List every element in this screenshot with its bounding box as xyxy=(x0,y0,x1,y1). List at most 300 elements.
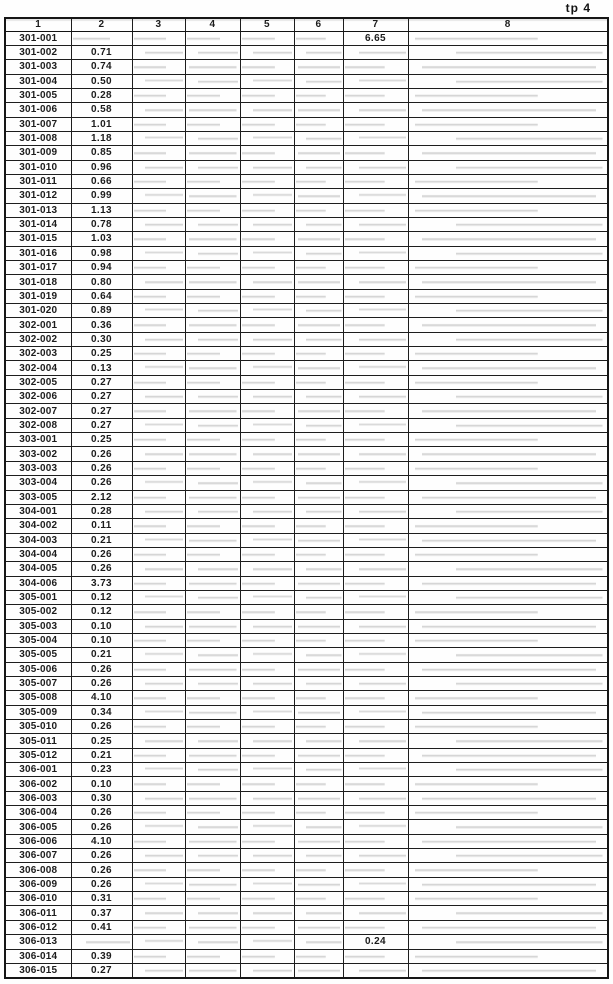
value-cell xyxy=(240,275,294,289)
value-cell xyxy=(185,332,240,346)
value-cell xyxy=(132,863,185,877)
row-id-cell: 302-001 xyxy=(5,318,71,332)
value-cell xyxy=(408,261,608,275)
value-cell xyxy=(240,361,294,375)
value-cell xyxy=(408,461,608,475)
value-cell xyxy=(132,390,185,404)
value-cell xyxy=(294,590,343,604)
value-cell: 1.01 xyxy=(71,117,132,131)
value-cell xyxy=(185,31,240,45)
value-cell xyxy=(343,877,408,891)
value-cell xyxy=(343,849,408,863)
value-cell xyxy=(185,963,240,978)
value-cell xyxy=(343,418,408,432)
row-id-cell: 305-004 xyxy=(5,633,71,647)
value-cell: 0.27 xyxy=(71,390,132,404)
row-id-cell: 301-018 xyxy=(5,275,71,289)
row-id-cell: 305-008 xyxy=(5,691,71,705)
row-id-cell: 301-002 xyxy=(5,45,71,59)
table-row xyxy=(5,476,608,490)
table-row xyxy=(5,45,608,59)
value-cell xyxy=(132,691,185,705)
table-row xyxy=(5,562,608,576)
value-cell: 0.26 xyxy=(71,877,132,891)
value-cell: 4.10 xyxy=(71,834,132,848)
value-cell: 0.26 xyxy=(71,849,132,863)
value-cell xyxy=(132,834,185,848)
row-id-cell: 301-006 xyxy=(5,103,71,117)
value-cell xyxy=(343,404,408,418)
table-row xyxy=(5,892,608,906)
value-cell xyxy=(343,131,408,145)
value-cell xyxy=(408,562,608,576)
value-cell xyxy=(343,834,408,848)
value-cell xyxy=(240,174,294,188)
value-cell xyxy=(294,476,343,490)
value-cell xyxy=(408,117,608,131)
value-cell xyxy=(294,461,343,475)
value-cell xyxy=(240,576,294,590)
value-cell xyxy=(132,146,185,160)
table-row xyxy=(5,117,608,131)
value-cell xyxy=(240,547,294,561)
value-cell: 0.85 xyxy=(71,146,132,160)
value-cell xyxy=(240,461,294,475)
value-cell xyxy=(240,519,294,533)
value-cell xyxy=(294,418,343,432)
value-cell xyxy=(343,763,408,777)
value-cell xyxy=(185,289,240,303)
row-id-cell: 306-013 xyxy=(5,935,71,949)
value-cell xyxy=(408,232,608,246)
value-cell xyxy=(343,433,408,447)
value-cell xyxy=(240,648,294,662)
column-header-5: 5 xyxy=(240,18,294,31)
value-cell xyxy=(185,834,240,848)
row-id-cell: 303-002 xyxy=(5,447,71,461)
value-cell xyxy=(294,748,343,762)
value-cell xyxy=(408,748,608,762)
value-cell xyxy=(240,820,294,834)
value-cell xyxy=(132,519,185,533)
row-id-cell: 302-007 xyxy=(5,404,71,418)
column-header-2: 2 xyxy=(71,18,132,31)
column-header-3: 3 xyxy=(132,18,185,31)
value-cell xyxy=(408,834,608,848)
table-row xyxy=(5,906,608,920)
value-cell xyxy=(294,519,343,533)
value-cell xyxy=(185,791,240,805)
value-cell xyxy=(408,519,608,533)
table-row xyxy=(5,605,608,619)
page-corner-label: tp 4 xyxy=(565,1,591,15)
table-row xyxy=(5,963,608,978)
row-id-cell: 301-017 xyxy=(5,261,71,275)
value-cell xyxy=(132,246,185,260)
value-cell xyxy=(343,576,408,590)
table-row xyxy=(5,863,608,877)
row-id-cell: 301-016 xyxy=(5,246,71,260)
table-row xyxy=(5,404,608,418)
value-cell xyxy=(343,261,408,275)
value-cell xyxy=(294,820,343,834)
value-cell xyxy=(408,547,608,561)
value-cell: 0.26 xyxy=(71,461,132,475)
value-cell xyxy=(185,418,240,432)
value-cell xyxy=(408,304,608,318)
value-cell xyxy=(132,189,185,203)
value-cell: 0.26 xyxy=(71,476,132,490)
value-cell xyxy=(240,60,294,74)
value-cell xyxy=(132,791,185,805)
value-cell: 0.10 xyxy=(71,777,132,791)
value-cell xyxy=(132,748,185,762)
value-cell xyxy=(294,633,343,647)
value-cell xyxy=(343,633,408,647)
value-cell xyxy=(294,74,343,88)
column-header-8: 8 xyxy=(408,18,608,31)
table-row xyxy=(5,662,608,676)
value-cell xyxy=(132,720,185,734)
value-cell xyxy=(240,806,294,820)
value-cell xyxy=(185,404,240,418)
value-cell: 0.89 xyxy=(71,304,132,318)
value-cell xyxy=(132,590,185,604)
value-cell: 0.64 xyxy=(71,289,132,303)
value-cell xyxy=(240,304,294,318)
value-cell xyxy=(294,103,343,117)
value-cell: 0.31 xyxy=(71,892,132,906)
data-table xyxy=(4,17,609,979)
value-cell xyxy=(185,347,240,361)
row-id-cell: 303-001 xyxy=(5,433,71,447)
table-row xyxy=(5,705,608,719)
value-cell xyxy=(294,332,343,346)
value-cell xyxy=(343,60,408,74)
value-cell xyxy=(343,920,408,934)
value-cell xyxy=(185,146,240,160)
value-cell xyxy=(185,576,240,590)
row-id-cell: 301-010 xyxy=(5,160,71,174)
value-cell xyxy=(343,619,408,633)
row-id-cell: 301-004 xyxy=(5,74,71,88)
table-row xyxy=(5,949,608,963)
value-cell xyxy=(240,289,294,303)
table-row xyxy=(5,763,608,777)
table-row xyxy=(5,748,608,762)
value-cell xyxy=(294,289,343,303)
value-cell xyxy=(408,676,608,690)
value-cell xyxy=(408,949,608,963)
table-row xyxy=(5,820,608,834)
value-cell xyxy=(185,935,240,949)
table-row xyxy=(5,504,608,518)
table-row xyxy=(5,347,608,361)
table-row xyxy=(5,935,608,949)
value-cell xyxy=(185,562,240,576)
value-cell xyxy=(240,949,294,963)
row-id-cell: 304-006 xyxy=(5,576,71,590)
table-row xyxy=(5,174,608,188)
value-cell xyxy=(408,892,608,906)
value-cell xyxy=(343,906,408,920)
value-cell xyxy=(185,189,240,203)
row-id-cell: 302-006 xyxy=(5,390,71,404)
value-cell xyxy=(343,691,408,705)
value-cell xyxy=(294,920,343,934)
value-cell xyxy=(185,691,240,705)
row-id-cell: 302-003 xyxy=(5,347,71,361)
value-cell xyxy=(343,447,408,461)
value-cell xyxy=(343,590,408,604)
value-cell xyxy=(185,361,240,375)
value-cell: 6.65 xyxy=(343,31,408,45)
value-cell xyxy=(185,820,240,834)
value-cell xyxy=(294,131,343,145)
table-body xyxy=(5,31,608,978)
value-cell xyxy=(294,949,343,963)
value-cell xyxy=(294,261,343,275)
value-cell xyxy=(240,504,294,518)
value-cell xyxy=(294,863,343,877)
value-cell xyxy=(343,519,408,533)
value-cell xyxy=(408,476,608,490)
value-cell xyxy=(185,217,240,231)
value-cell xyxy=(185,662,240,676)
value-cell: 0.34 xyxy=(71,705,132,719)
value-cell xyxy=(408,633,608,647)
value-cell xyxy=(408,60,608,74)
value-cell xyxy=(294,605,343,619)
table-row xyxy=(5,60,608,74)
value-cell xyxy=(408,88,608,102)
value-cell xyxy=(240,347,294,361)
value-cell xyxy=(408,390,608,404)
value-cell xyxy=(294,361,343,375)
value-cell xyxy=(408,433,608,447)
value-cell xyxy=(132,705,185,719)
value-cell xyxy=(408,906,608,920)
value-cell xyxy=(240,160,294,174)
value-cell: 0.96 xyxy=(71,160,132,174)
value-cell xyxy=(408,590,608,604)
table-row xyxy=(5,246,608,260)
value-cell xyxy=(132,920,185,934)
table-row xyxy=(5,232,608,246)
row-id-cell: 304-004 xyxy=(5,547,71,561)
table-row xyxy=(5,834,608,848)
value-cell: 0.27 xyxy=(71,375,132,389)
value-cell xyxy=(294,447,343,461)
value-cell xyxy=(408,920,608,934)
row-id-cell: 305-007 xyxy=(5,676,71,690)
value-cell xyxy=(343,361,408,375)
value-cell xyxy=(408,174,608,188)
row-id-cell: 305-001 xyxy=(5,590,71,604)
value-cell xyxy=(132,375,185,389)
value-cell xyxy=(343,174,408,188)
value-cell xyxy=(294,490,343,504)
value-cell xyxy=(132,103,185,117)
value-cell xyxy=(185,533,240,547)
value-cell xyxy=(343,720,408,734)
value-cell xyxy=(294,791,343,805)
value-cell xyxy=(185,519,240,533)
row-id-cell: 306-011 xyxy=(5,906,71,920)
value-cell xyxy=(343,74,408,88)
row-id-cell: 304-002 xyxy=(5,519,71,533)
value-cell xyxy=(240,691,294,705)
value-cell: 0.26 xyxy=(71,820,132,834)
value-cell: 3.73 xyxy=(71,576,132,590)
value-cell: 0.98 xyxy=(71,246,132,260)
row-id-cell: 304-001 xyxy=(5,504,71,518)
value-cell xyxy=(408,863,608,877)
column-header-7: 7 xyxy=(343,18,408,31)
value-cell xyxy=(294,45,343,59)
value-cell xyxy=(185,949,240,963)
column-header-6: 6 xyxy=(294,18,343,31)
table-row xyxy=(5,633,608,647)
value-cell xyxy=(240,131,294,145)
table-row xyxy=(5,447,608,461)
value-cell xyxy=(132,347,185,361)
value-cell xyxy=(240,74,294,88)
value-cell xyxy=(240,849,294,863)
value-cell: 0.13 xyxy=(71,361,132,375)
table-row xyxy=(5,289,608,303)
row-id-cell: 306-005 xyxy=(5,820,71,834)
table-row xyxy=(5,88,608,102)
value-cell xyxy=(185,590,240,604)
row-id-cell: 301-008 xyxy=(5,131,71,145)
value-cell xyxy=(132,318,185,332)
value-cell xyxy=(343,777,408,791)
value-cell xyxy=(294,562,343,576)
value-cell xyxy=(408,691,608,705)
value-cell xyxy=(343,806,408,820)
value-cell xyxy=(132,734,185,748)
value-cell: 0.39 xyxy=(71,949,132,963)
value-cell xyxy=(408,963,608,978)
value-cell xyxy=(294,662,343,676)
row-id-cell: 305-003 xyxy=(5,619,71,633)
value-cell xyxy=(132,892,185,906)
value-cell xyxy=(240,217,294,231)
value-cell xyxy=(408,849,608,863)
value-cell xyxy=(185,705,240,719)
value-cell xyxy=(408,418,608,432)
value-cell xyxy=(185,390,240,404)
table-row xyxy=(5,189,608,203)
value-cell xyxy=(185,275,240,289)
value-cell xyxy=(132,490,185,504)
value-cell: 0.12 xyxy=(71,605,132,619)
value-cell xyxy=(240,906,294,920)
value-cell xyxy=(132,935,185,949)
value-cell xyxy=(343,605,408,619)
value-cell xyxy=(408,31,608,45)
value-cell xyxy=(408,504,608,518)
value-cell xyxy=(294,777,343,791)
row-id-cell: 305-012 xyxy=(5,748,71,762)
value-cell xyxy=(132,160,185,174)
value-cell xyxy=(294,146,343,160)
value-cell xyxy=(240,533,294,547)
value-cell xyxy=(185,447,240,461)
value-cell xyxy=(294,705,343,719)
value-cell xyxy=(294,304,343,318)
value-cell xyxy=(343,103,408,117)
value-cell xyxy=(240,676,294,690)
value-cell xyxy=(185,748,240,762)
table-row xyxy=(5,318,608,332)
value-cell xyxy=(343,318,408,332)
row-id-cell: 303-003 xyxy=(5,461,71,475)
value-cell xyxy=(132,777,185,791)
row-id-cell: 306-004 xyxy=(5,806,71,820)
value-cell xyxy=(185,74,240,88)
value-cell xyxy=(408,806,608,820)
value-cell xyxy=(132,547,185,561)
value-cell xyxy=(408,877,608,891)
value-cell xyxy=(408,189,608,203)
row-id-cell: 305-002 xyxy=(5,605,71,619)
row-id-cell: 301-001 xyxy=(5,31,71,45)
value-cell: 0.26 xyxy=(71,720,132,734)
value-cell xyxy=(132,877,185,891)
value-cell xyxy=(343,146,408,160)
value-cell: 0.36 xyxy=(71,318,132,332)
value-cell xyxy=(294,433,343,447)
value-cell xyxy=(343,332,408,346)
table-row xyxy=(5,74,608,88)
value-cell xyxy=(408,217,608,231)
value-cell: 0.24 xyxy=(343,935,408,949)
row-id-cell: 306-007 xyxy=(5,849,71,863)
value-cell xyxy=(408,820,608,834)
value-cell xyxy=(185,103,240,117)
value-cell xyxy=(240,390,294,404)
value-cell xyxy=(294,232,343,246)
value-cell xyxy=(294,375,343,389)
row-id-cell: 306-003 xyxy=(5,791,71,805)
value-cell xyxy=(408,777,608,791)
value-cell xyxy=(408,375,608,389)
value-cell xyxy=(294,31,343,45)
table-row xyxy=(5,777,608,791)
row-id-cell: 302-004 xyxy=(5,361,71,375)
value-cell xyxy=(240,705,294,719)
value-cell xyxy=(240,791,294,805)
value-cell xyxy=(240,748,294,762)
value-cell xyxy=(408,275,608,289)
row-id-cell: 301-007 xyxy=(5,117,71,131)
value-cell xyxy=(240,31,294,45)
value-cell: 0.78 xyxy=(71,217,132,231)
value-cell xyxy=(408,246,608,260)
value-cell xyxy=(408,705,608,719)
row-id-cell: 301-003 xyxy=(5,60,71,74)
table-row xyxy=(5,691,608,705)
value-cell: 0.21 xyxy=(71,648,132,662)
value-cell xyxy=(408,404,608,418)
value-cell xyxy=(294,246,343,260)
value-cell xyxy=(240,189,294,203)
value-cell: 0.25 xyxy=(71,433,132,447)
value-cell xyxy=(185,246,240,260)
value-cell xyxy=(132,275,185,289)
